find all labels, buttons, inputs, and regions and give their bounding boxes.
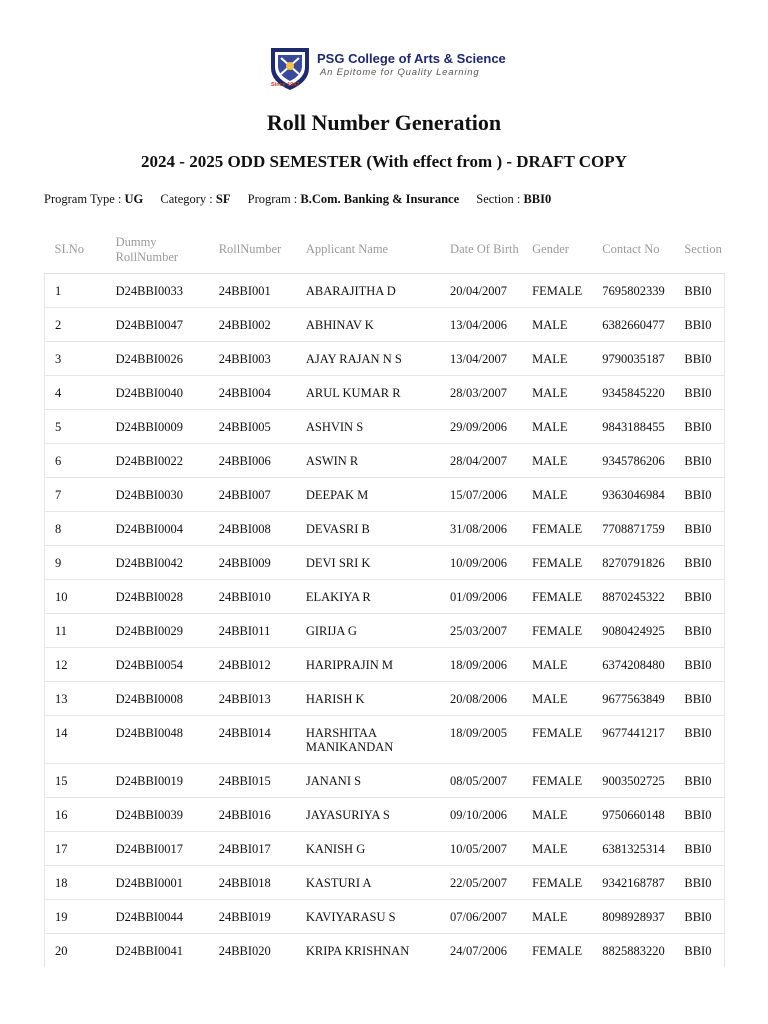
cell-applicant-name: KRIPA KRISHNAN — [296, 934, 440, 968]
program-group — [248, 192, 460, 206]
cell-gender: FEMALE — [522, 580, 592, 614]
cell-sl-no: 18 — [45, 866, 106, 900]
cell-dummy-roll-number: D24BBI0026 — [106, 342, 209, 376]
cell-gender: FEMALE — [522, 716, 592, 764]
cell-section: BBI0 — [674, 376, 724, 410]
cell-roll-number: 24BBI013 — [209, 682, 296, 716]
cell-dummy-roll-number: D24BBI0022 — [106, 444, 209, 478]
table-body — [45, 274, 725, 968]
cell-contact-no: 9677441217 — [592, 716, 674, 764]
cell-applicant-name: ABHINAV K — [296, 308, 440, 342]
cell-contact-no: 9345845220 — [592, 376, 674, 410]
cell-contact-no: 9363046984 — [592, 478, 674, 512]
cell-contact-no: 9342168787 — [592, 866, 674, 900]
header-applicant-name: Applicant Name — [296, 226, 440, 274]
college-tagline: An Epitome for Quality Learning — [320, 67, 480, 78]
cell-sl-no: 4 — [45, 376, 106, 410]
header-sl-no: SI.No — [45, 226, 106, 274]
table-row — [45, 764, 725, 798]
cell-date-of-birth: 18/09/2005 — [440, 716, 522, 764]
college-name: PSG College of Arts & Science — [317, 51, 506, 66]
cell-date-of-birth: 28/03/2007 — [440, 376, 522, 410]
cell-date-of-birth: 22/05/2007 — [440, 866, 522, 900]
cell-sl-no: 16 — [45, 798, 106, 832]
program-meta — [44, 192, 565, 207]
cell-dummy-roll-number: D24BBI0009 — [106, 410, 209, 444]
cell-date-of-birth: 20/08/2006 — [440, 682, 522, 716]
cell-roll-number: 24BBI007 — [209, 478, 296, 512]
table-row — [45, 682, 725, 716]
roll-number-table — [44, 226, 725, 967]
table-header-row — [45, 226, 725, 274]
cell-gender: MALE — [522, 900, 592, 934]
cell-contact-no: 9750660148 — [592, 798, 674, 832]
cell-roll-number: 24BBI018 — [209, 866, 296, 900]
table-row — [45, 866, 725, 900]
cell-contact-no: 7708871759 — [592, 512, 674, 546]
cell-sl-no: 9 — [45, 546, 106, 580]
cell-date-of-birth: 28/04/2007 — [440, 444, 522, 478]
table-row — [45, 648, 725, 682]
cell-sl-no: 11 — [45, 614, 106, 648]
cell-section: BBI0 — [674, 716, 724, 764]
cell-dummy-roll-number: D24BBI0041 — [106, 934, 209, 968]
cell-roll-number: 24BBI005 — [209, 410, 296, 444]
cell-section: BBI0 — [674, 798, 724, 832]
since-year: Since 1947 — [271, 82, 300, 88]
cell-section: BBI0 — [674, 764, 724, 798]
cell-dummy-roll-number: D24BBI0047 — [106, 308, 209, 342]
cell-date-of-birth: 07/06/2007 — [440, 900, 522, 934]
cell-roll-number: 24BBI012 — [209, 648, 296, 682]
cell-section: BBI0 — [674, 512, 724, 546]
cell-gender: MALE — [522, 648, 592, 682]
table-row — [45, 274, 725, 308]
cell-applicant-name: HARISH K — [296, 682, 440, 716]
cell-gender: MALE — [522, 832, 592, 866]
cell-gender: FEMALE — [522, 614, 592, 648]
cell-contact-no: 8825883220 — [592, 934, 674, 968]
cell-dummy-roll-number: D24BBI0030 — [106, 478, 209, 512]
cell-applicant-name: GIRIJA G — [296, 614, 440, 648]
cell-sl-no: 15 — [45, 764, 106, 798]
cell-sl-no: 5 — [45, 410, 106, 444]
cell-dummy-roll-number: D24BBI0044 — [106, 900, 209, 934]
section-group — [476, 192, 551, 206]
program-value: B.Com. Banking & Insurance — [300, 192, 460, 206]
cell-section: BBI0 — [674, 866, 724, 900]
cell-section: BBI0 — [674, 410, 724, 444]
cell-gender: MALE — [522, 444, 592, 478]
cell-sl-no: 12 — [45, 648, 106, 682]
cell-dummy-roll-number: D24BBI0028 — [106, 580, 209, 614]
cell-dummy-roll-number: D24BBI0004 — [106, 512, 209, 546]
cell-contact-no: 8098928937 — [592, 900, 674, 934]
cell-section: BBI0 — [674, 682, 724, 716]
cell-dummy-roll-number: D24BBI0039 — [106, 798, 209, 832]
cell-applicant-name: HARIPRAJIN M — [296, 648, 440, 682]
cell-roll-number: 24BBI003 — [209, 342, 296, 376]
table-row — [45, 546, 725, 580]
table-row — [45, 308, 725, 342]
cell-roll-number: 24BBI006 — [209, 444, 296, 478]
cell-dummy-roll-number: D24BBI0033 — [106, 274, 209, 308]
category-value: SF — [215, 192, 231, 206]
page-subtitle: 2024 - 2025 ODD SEMESTER (With effect from ) - DRAFT COPY — [141, 152, 627, 171]
cell-sl-no: 10 — [45, 580, 106, 614]
cell-date-of-birth: 25/03/2007 — [440, 614, 522, 648]
cell-contact-no: 9677563849 — [592, 682, 674, 716]
cell-date-of-birth: 10/05/2007 — [440, 832, 522, 866]
cell-roll-number: 24BBI016 — [209, 798, 296, 832]
table-row — [45, 614, 725, 648]
cell-date-of-birth: 13/04/2007 — [440, 342, 522, 376]
cell-gender: MALE — [522, 410, 592, 444]
table-row — [45, 512, 725, 546]
cell-roll-number: 24BBI017 — [209, 832, 296, 866]
table-row — [45, 798, 725, 832]
cell-gender: MALE — [522, 682, 592, 716]
section-label: Section : — [476, 192, 521, 206]
cell-applicant-name: JANANI S — [296, 764, 440, 798]
cell-roll-number: 24BBI020 — [209, 934, 296, 968]
category-label: Category : — [160, 192, 213, 206]
program-type-label: Program Type : — [44, 192, 122, 206]
table-row — [45, 934, 725, 968]
table-row — [45, 444, 725, 478]
cell-applicant-name: ELAKIYA R — [296, 580, 440, 614]
cell-section: BBI0 — [674, 934, 724, 968]
cell-section: BBI0 — [674, 342, 724, 376]
cell-roll-number: 24BBI011 — [209, 614, 296, 648]
cell-sl-no: 3 — [45, 342, 106, 376]
cell-roll-number: 24BBI014 — [209, 716, 296, 764]
cell-applicant-name: ARUL KUMAR R — [296, 376, 440, 410]
cell-dummy-roll-number: D24BBI0048 — [106, 716, 209, 764]
cell-gender: FEMALE — [522, 934, 592, 968]
cell-contact-no: 6374208480 — [592, 648, 674, 682]
cell-applicant-name: DEVASRI B — [296, 512, 440, 546]
cell-section: BBI0 — [674, 308, 724, 342]
cell-section: BBI0 — [674, 580, 724, 614]
cell-sl-no: 2 — [45, 308, 106, 342]
cell-gender: FEMALE — [522, 764, 592, 798]
cell-gender: FEMALE — [522, 274, 592, 308]
header-gender: Gender — [522, 226, 592, 274]
header-dummy-roll-number: Dummy RollNumber — [106, 226, 209, 274]
cell-section: BBI0 — [674, 546, 724, 580]
table-row — [45, 832, 725, 866]
cell-date-of-birth: 18/09/2006 — [440, 648, 522, 682]
cell-contact-no: 9345786206 — [592, 444, 674, 478]
cell-sl-no: 19 — [45, 900, 106, 934]
cell-gender: FEMALE — [522, 546, 592, 580]
cell-applicant-name: ASHVIN S — [296, 410, 440, 444]
category-group — [160, 192, 230, 206]
cell-section: BBI0 — [674, 648, 724, 682]
header-date-of-birth: Date Of Birth — [440, 226, 522, 274]
cell-date-of-birth: 31/08/2006 — [440, 512, 522, 546]
cell-contact-no: 8870245322 — [592, 580, 674, 614]
cell-contact-no: 9790035187 — [592, 342, 674, 376]
cell-applicant-name: DEVI SRI K — [296, 546, 440, 580]
cell-section: BBI0 — [674, 614, 724, 648]
cell-dummy-roll-number: D24BBI0054 — [106, 648, 209, 682]
cell-applicant-name: ASWIN R — [296, 444, 440, 478]
header-contact-no: Contact No — [592, 226, 674, 274]
section-value: BBI0 — [523, 192, 552, 206]
cell-applicant-name: AJAY RAJAN N S — [296, 342, 440, 376]
cell-applicant-name: KAVIYARASU S — [296, 900, 440, 934]
cell-date-of-birth: 13/04/2006 — [440, 308, 522, 342]
cell-date-of-birth: 09/10/2006 — [440, 798, 522, 832]
cell-roll-number: 24BBI010 — [209, 580, 296, 614]
program-type-group — [44, 192, 143, 206]
cell-contact-no: 6382660477 — [592, 308, 674, 342]
cell-date-of-birth: 29/09/2006 — [440, 410, 522, 444]
table-row — [45, 342, 725, 376]
cell-date-of-birth: 24/07/2006 — [440, 934, 522, 968]
cell-date-of-birth: 08/05/2007 — [440, 764, 522, 798]
cell-applicant-name: HARSHITAA MANIKANDAN — [296, 716, 440, 764]
cell-dummy-roll-number: D24BBI0017 — [106, 832, 209, 866]
cell-section: BBI0 — [674, 832, 724, 866]
cell-gender: MALE — [522, 308, 592, 342]
cell-gender: MALE — [522, 376, 592, 410]
header-roll-number: RollNumber — [209, 226, 296, 274]
cell-sl-no: 7 — [45, 478, 106, 512]
program-label: Program : — [247, 192, 298, 206]
table-row — [45, 478, 725, 512]
cell-gender: FEMALE — [522, 512, 592, 546]
cell-dummy-roll-number: D24BBI0040 — [106, 376, 209, 410]
table-row — [45, 716, 725, 764]
cell-contact-no: 8270791826 — [592, 546, 674, 580]
header-section: Section — [674, 226, 724, 274]
cell-section: BBI0 — [674, 478, 724, 512]
cell-dummy-roll-number: D24BBI0008 — [106, 682, 209, 716]
cell-date-of-birth: 10/09/2006 — [440, 546, 522, 580]
program-type-value: UG — [124, 192, 144, 206]
page-title: Roll Number Generation — [266, 110, 502, 135]
cell-sl-no: 1 — [45, 274, 106, 308]
cell-section: BBI0 — [674, 274, 724, 308]
cell-contact-no: 9843188455 — [592, 410, 674, 444]
cell-applicant-name: KANISH G — [296, 832, 440, 866]
cell-roll-number: 24BBI002 — [209, 308, 296, 342]
cell-gender: MALE — [522, 798, 592, 832]
cell-sl-no: 6 — [45, 444, 106, 478]
cell-date-of-birth: 20/04/2007 — [440, 274, 522, 308]
table-row — [45, 410, 725, 444]
cell-dummy-roll-number: D24BBI0042 — [106, 546, 209, 580]
cell-roll-number: 24BBI009 — [209, 546, 296, 580]
cell-roll-number: 24BBI015 — [209, 764, 296, 798]
cell-applicant-name: JAYASURIYA S — [296, 798, 440, 832]
cell-sl-no: 13 — [45, 682, 106, 716]
cell-contact-no: 6381325314 — [592, 832, 674, 866]
cell-date-of-birth: 15/07/2006 — [440, 478, 522, 512]
cell-contact-no: 9003502725 — [592, 764, 674, 798]
cell-roll-number: 24BBI001 — [209, 274, 296, 308]
table-row — [45, 376, 725, 410]
cell-contact-no: 9080424925 — [592, 614, 674, 648]
cell-roll-number: 24BBI004 — [209, 376, 296, 410]
cell-contact-no: 7695802339 — [592, 274, 674, 308]
cell-gender: FEMALE — [522, 866, 592, 900]
cell-dummy-roll-number: D24BBI0001 — [106, 866, 209, 900]
college-logo — [264, 42, 514, 96]
cell-roll-number: 24BBI019 — [209, 900, 296, 934]
cell-dummy-roll-number: D24BBI0029 — [106, 614, 209, 648]
table-row — [45, 900, 725, 934]
cell-section: BBI0 — [674, 900, 724, 934]
cell-applicant-name: ABARAJITHA D — [296, 274, 440, 308]
cell-sl-no: 14 — [45, 716, 106, 764]
cell-date-of-birth: 01/09/2006 — [440, 580, 522, 614]
cell-gender: MALE — [522, 478, 592, 512]
cell-sl-no: 20 — [45, 934, 106, 968]
cell-dummy-roll-number: D24BBI0019 — [106, 764, 209, 798]
cell-applicant-name: DEEPAK M — [296, 478, 440, 512]
cell-sl-no: 17 — [45, 832, 106, 866]
cell-roll-number: 24BBI008 — [209, 512, 296, 546]
cell-section: BBI0 — [674, 444, 724, 478]
table-row — [45, 580, 725, 614]
cell-applicant-name: KASTURI A — [296, 866, 440, 900]
cell-gender: MALE — [522, 342, 592, 376]
cell-sl-no: 8 — [45, 512, 106, 546]
